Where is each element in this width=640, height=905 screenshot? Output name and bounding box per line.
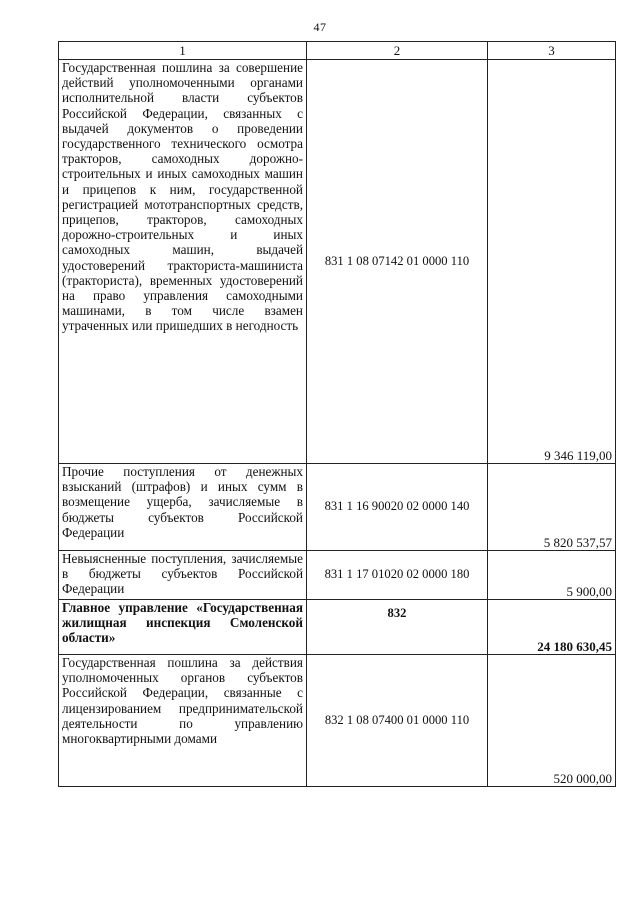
header-col-2: 2 [307, 42, 488, 60]
administrator-code: 832 [307, 600, 488, 655]
revenue-table [58, 41, 616, 787]
revenue-code: 831 1 17 01020 02 0000 180 [307, 551, 488, 600]
header-col-1: 1 [59, 42, 307, 60]
header-col-3: 3 [488, 42, 616, 60]
revenue-name: Государственная пошлина за действия уполномоченных органов субъектов Российской Федерации, связанные с лицензированием предпринимательской деятельности по управлению многоквартирными домами [62, 655, 303, 747]
revenue-sum: 520 000,00 [488, 655, 616, 787]
revenue-sum: 5 900,00 [488, 551, 616, 600]
revenue-name-cell [59, 464, 307, 551]
revenue-code: 831 1 16 90020 02 0000 140 [307, 464, 488, 551]
revenue-sum: 9 346 119,00 [488, 60, 616, 464]
revenue-code: 831 1 08 07142 01 0000 110 [307, 60, 488, 464]
revenue-code: 832 1 08 07400 01 0000 110 [307, 655, 488, 787]
table-row [59, 464, 616, 551]
revenue-name: Прочие поступления от денежных взысканий (штрафов) и иных сумм в возмещение ущерба, зачисляемые в бюджеты субъектов Российской Федерации [62, 464, 303, 540]
revenue-name-cell [59, 60, 307, 464]
administrator-name: Главное управление «Государственная жилищная инспекция Смоленской области» [62, 600, 303, 646]
revenue-name: Государственная пошлина за совершение действий уполномоченными органами исполнительной власти субъектов Российской Федерации, связанных с выдачей документов о проведении государственного технического осмотра тракторов, самоходных дорожно-строительных и иных самоходных машин и прицепов к ним, государственной регистрацией мототранспортных средств, прицепов, тракторов, самоходных дорожно-строительных и иных самоходных машин, выдачей удостоверений тракториста-машиниста (тракториста), временных удостоверений на право управления самоходными машинами, в том числе взамен утраченных или пришедших в негодность [62, 60, 303, 334]
administrator-name-cell [59, 600, 307, 655]
table-header-row [59, 42, 616, 60]
table-row [59, 551, 616, 600]
table-row [59, 655, 616, 787]
page-number: 47 [313, 20, 327, 34]
revenue-name: Невыясненные поступления, зачисляемые в бюджеты субъектов Российской Федерации [62, 551, 303, 597]
revenue-name-cell [59, 551, 307, 600]
revenue-sum: 5 820 537,57 [488, 464, 616, 551]
administrator-total: 24 180 630,45 [488, 600, 616, 655]
table-row [59, 60, 616, 464]
table-row-administrator [59, 600, 616, 655]
revenue-name-cell [59, 655, 307, 787]
